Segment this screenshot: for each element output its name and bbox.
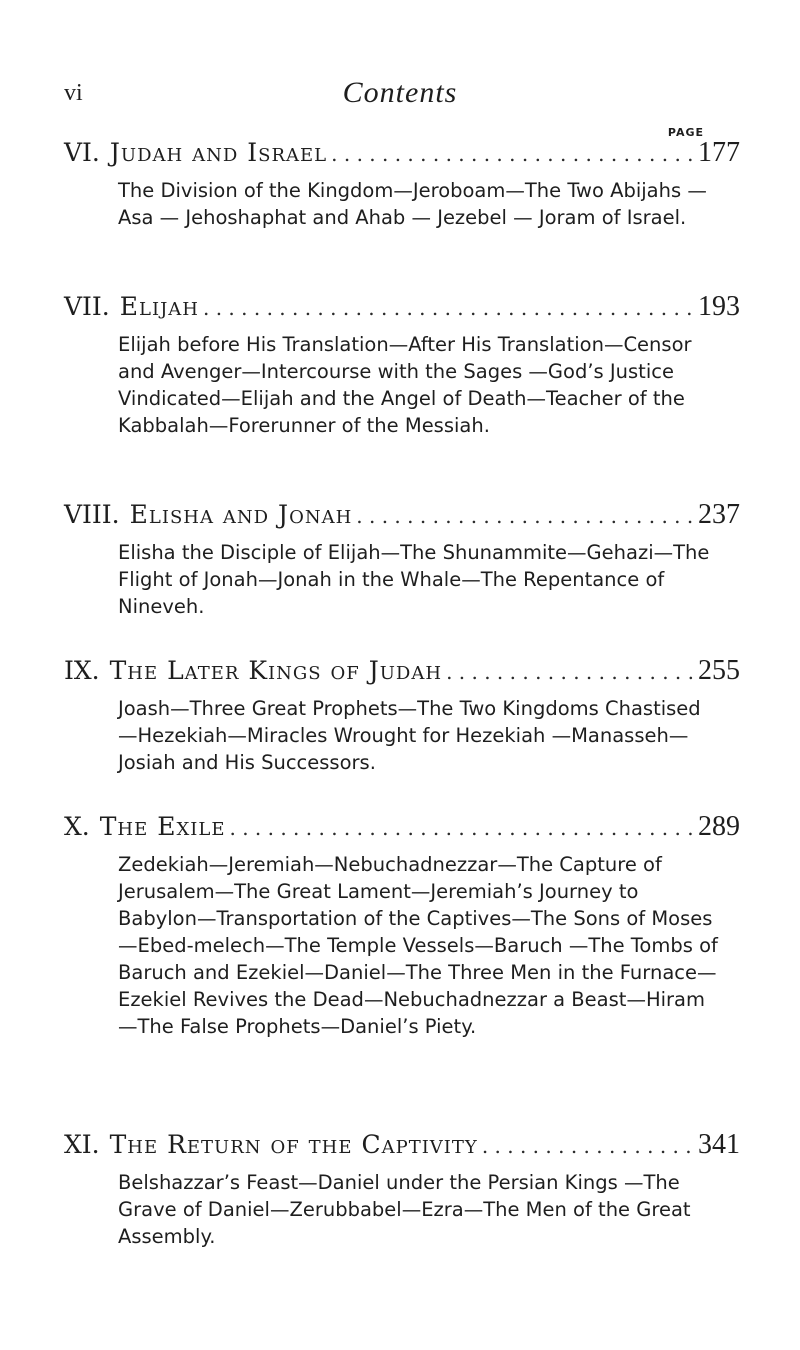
chapter-heading: [64, 498, 740, 533]
chapter-entry-viii: [64, 498, 740, 620]
chapter-numeral: XI.: [64, 1130, 100, 1159]
chapter-entry-x: [64, 810, 740, 1040]
chapter-page-number: 255: [698, 655, 740, 686]
chapter-title: Judah and Israel: [109, 138, 328, 167]
chapter-page-number: 177: [698, 137, 740, 168]
chapter-summary: The Division of the Kingdom—Jeroboam—The Two Abijahs — Asa — Jehoshaphat and Ahab — Jezebel — Joram of Israel.: [118, 179, 707, 229]
chapter-heading: [64, 136, 740, 171]
dot-leader: [203, 291, 694, 325]
page-column-label: PAGE: [667, 126, 704, 139]
chapter-heading: [64, 654, 740, 689]
chapter-title: The Later Kings of Judah: [109, 656, 443, 685]
page-folio: vi: [64, 80, 83, 106]
chapter-entry-ix: [64, 654, 740, 776]
chapter-title: The Exile: [99, 812, 226, 841]
chapter-entry-vii: [64, 290, 740, 439]
chapter-entry-vi: [64, 136, 740, 231]
chapter-title: The Return of the Captivity: [109, 1130, 478, 1159]
chapter-numeral: X.: [64, 812, 90, 841]
chapter-page-number: 237: [698, 499, 740, 530]
dot-leader: [331, 137, 694, 171]
dot-leader: [356, 499, 694, 533]
chapter-page-number: 289: [698, 811, 740, 842]
chapter-numeral: VII.: [64, 292, 110, 321]
chapter-summary: Belshazzar’s Feast—Daniel under the Persian Kings —The Grave of Daniel—Zerubbabel—Ezra—The Men of the Great Assembly.: [118, 1171, 691, 1248]
chapter-numeral: VIII.: [64, 500, 120, 529]
chapter-numeral: VI.: [64, 138, 100, 167]
dot-leader: [446, 655, 694, 689]
chapter-page-number: 341: [698, 1129, 740, 1160]
running-title: Contents: [342, 76, 458, 109]
dot-leader: [482, 1129, 694, 1163]
chapter-heading: [64, 290, 740, 325]
chapter-heading: [64, 1128, 740, 1163]
chapter-summary: Zedekiah—Jeremiah—Nebuchadnezzar—The Capture of Jerusalem—The Great Lament—Jeremiah’s Journey to Babylon—Transportation of the Captives—The Sons of Moses—Ebed-melech—The Temple Vessels—Baruch —The Tombs of Baruch and Ezekiel—Daniel—The Three Men in the Furnace—Ezekiel Revives the Dead—Nebuchadnezzar a Beast—Hiram—The False Prophets—Daniel’s Piety.: [118, 853, 718, 1038]
chapter-heading: [64, 810, 740, 845]
chapter-summary: Elisha the Disciple of Elijah—The Shunammite—Gehazi—The Flight of Jonah—Jonah in the Whale—The Repentance of Nineveh.: [118, 541, 710, 618]
chapter-summary: Joash—Three Great Prophets—The Two Kingdoms Chastised—Hezekiah—Miracles Wrought for Hezekiah —Manasseh—Josiah and His Successors.: [118, 697, 701, 774]
chapter-title: Elijah: [119, 292, 199, 321]
chapter-title: Elisha and Jonah: [129, 500, 353, 529]
chapter-page-number: 193: [698, 291, 740, 322]
chapter-summary: Elijah before His Translation—After His Translation—Censor and Avenger—Intercourse with the Sages —God’s Justice Vindicated—Elijah and the Angel of Death—Teacher of the Kabbalah—Forerunner of the Messiah.: [118, 333, 692, 437]
dot-leader: [229, 811, 694, 845]
chapter-numeral: IX.: [64, 656, 100, 685]
chapter-entry-xi: [64, 1128, 740, 1250]
